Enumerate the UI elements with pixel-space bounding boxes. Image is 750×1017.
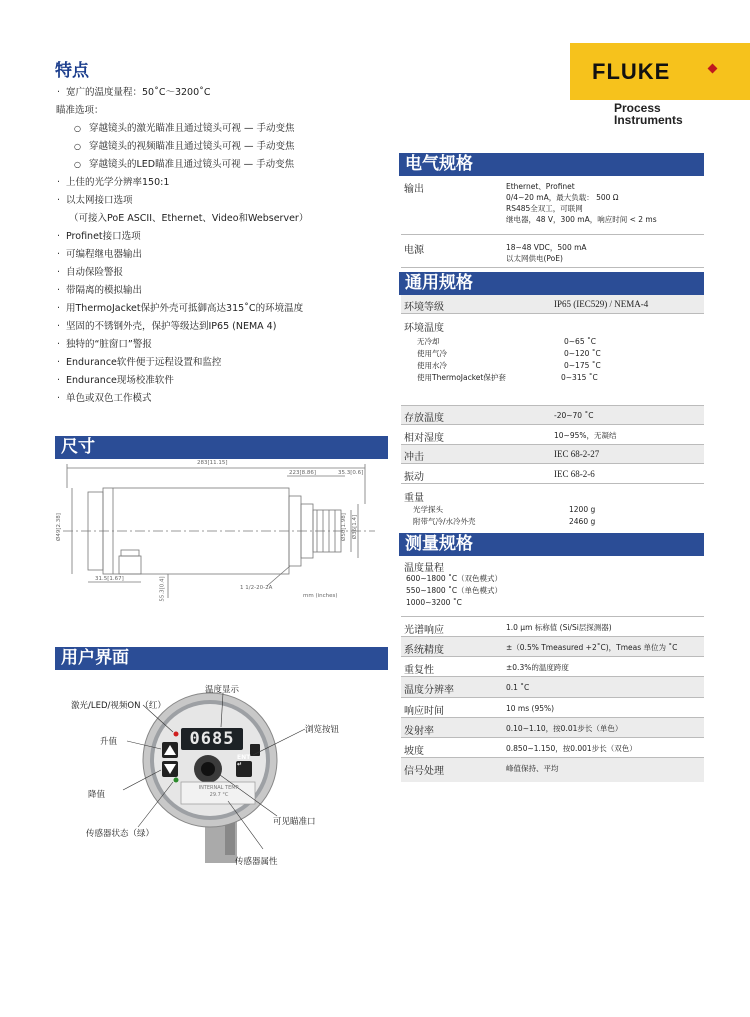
measure-value: 0.1 ˚C [506,683,530,692]
env-temp-values [561,336,601,384]
dim-unit: mm (inches) [303,593,338,599]
dim-thread: 1 1/2-20-2A [240,585,273,591]
env-temp-name: 使用气冷 [417,349,447,358]
measure-value: ±（0.5% Tmeasured +2˚C)，Tmeas 单位为 ˚C [506,643,678,652]
humidity-row [401,425,704,445]
measure-table [401,557,704,782]
power-line: 18~48 VDC，500 mA [506,243,587,252]
callout-up: 升值 [100,737,118,747]
dim-left-length: 31.5[1.67] [95,576,124,582]
callout-temp-display: 温度显示 [205,685,240,695]
env-temp-value: 0~65 ˚C [564,337,596,346]
logo-brand: FLUKE [592,59,671,84]
measure-value: 峰值保持、平均 [506,764,559,773]
measure-row [401,677,704,698]
storage-label: 存放温度 [404,413,444,424]
env-temp-names [417,336,506,384]
feature-item: 瞄准选项： [56,105,104,116]
callout-attr: 传感器属性 [235,857,278,867]
internal-temp-value: 29.7 °C [209,792,229,798]
measure-title: 测量规格 [399,533,704,556]
output-line: 0/4~20 mA，最大负载： 500 Ω [506,193,619,202]
measure-value: 0.10~1.10，按0.01步长（单色） [506,724,623,733]
feature-item: · 带隔离的模拟输出 [57,282,392,300]
humidity-label: 相对湿度 [404,433,444,444]
dim-bottom: 55.3[0.4] [159,576,166,602]
feature-item: · 可编程继电器输出 [57,246,392,264]
logo-sub2: Instruments [614,113,683,127]
measure-label: 发射率 [404,726,434,737]
env-temp-value: 0~175 ˚C [564,361,601,370]
measure-label: 重复性 [404,665,434,676]
feature-item: · 坚固的不锈钢外壳，保护等级达到IP65 (NEMA 4) [57,318,392,336]
callout-laser: 激光/LED/视频ON（红） [71,701,166,711]
ui-figure [55,675,390,875]
measure-row [401,738,704,758]
shock-row [401,445,704,464]
dim-rear: 35.3[0.6] [338,470,364,476]
humidity-value: 10~95%，无凝结 [554,431,617,440]
range-line: 550~1800 ˚C（单色模式） [406,586,503,595]
env-rating-label: 环境等级 [404,302,444,313]
features-list [57,84,392,408]
range-line: 1000~3200 ˚C [406,598,462,607]
measure-label: 信号处理 [404,766,444,777]
dim-diameter-right1: Ø50[1.98] [340,513,347,541]
range-line: 600~1800 ˚C（双色模式） [406,574,503,583]
output-values [506,181,657,225]
logo-subtitle [614,102,683,126]
measure-rows [401,617,704,782]
feature-item: · Profinet接口选项 [57,228,392,246]
weight-value: 2460 g [569,517,596,526]
vibration-value: IEC 68-2-6 [554,469,595,479]
measure-row [401,657,704,677]
vibration-label: 振动 [404,472,424,483]
feature-item: · Endurance现场校准软件 [57,372,392,390]
callout-status: 传感器状态（绿） [86,829,155,839]
measure-label: 光谱响应 [404,625,444,636]
callout-sight: 可见瞄准口 [273,817,316,827]
weight-name: 光学探头 [413,505,443,514]
sensor-label-plate [183,785,255,799]
measure-row [401,637,704,657]
measure-label: 温度分辨率 [404,685,454,696]
electrical-table [401,177,704,268]
dim-overall: 283[11.15] [197,460,228,466]
general-title: 通用规格 [399,272,704,295]
env-rating-row [401,295,704,314]
feature-item: ○ 穿越镜头的激光瞄准且通过镜头可视 — 手动变焦 [57,120,392,138]
output-label: 输出 [404,184,424,195]
feature-item: （可接入PoE ASCII、Ethernet、Video和Webserver） [69,213,309,224]
feature-item: · 宽广的温度量程：50˚C～3200˚C [57,84,392,102]
feature-item: · 独特的“脏窗口”警报 [57,336,392,354]
dim-diameter-left: Ø49[2.38] [55,513,62,541]
feature-item: · 自动保险警报 [57,264,392,282]
measure-value: ±0.3%的温度跨度 [506,663,569,672]
measure-value: 10 ms (95%) [506,704,555,713]
weight-values [569,504,595,528]
power-values [506,242,587,264]
callout-browse: 浏览按钮 [305,725,340,735]
measure-value: 0.850~1.150，按0.001步长（双色） [506,744,637,753]
dim-diameter-right2: Ø36[1.4] [352,514,359,540]
shock-value: IEC 68-2-27 [554,449,600,459]
general-table [401,295,704,532]
weight-names [413,504,476,528]
dimensions-title: 尺寸 [55,436,388,459]
measure-value: 1.0 μm 标称值 (Si/Si层探测器) [506,623,612,632]
features-title: 特点 [55,61,89,81]
weight-name: 附带气冷/水冷外壳 [413,517,476,526]
env-temp-label: 环境温度 [404,323,444,334]
measure-row [401,698,704,718]
env-temp-name: 无冷却 [417,337,440,346]
weight-row [401,484,704,532]
feature-item: · 用ThermoJacket保护外壳可抵御高达315˚C的环境温度 [57,300,392,318]
fluke-logo [570,43,750,100]
power-line: 以太网供电(PoE) [506,254,563,263]
logo-mark-icon [708,64,718,74]
env-rating-value: IP65 (IEC529) / NEMA-4 [554,299,649,309]
measure-row [401,718,704,738]
measure-row [401,758,704,782]
measure-label: 系统精度 [404,645,444,656]
env-temp-value: 0~315 ˚C [561,373,598,382]
temperature-display: 0685 [181,728,243,750]
storage-row [401,406,704,425]
shock-label: 冲击 [404,452,424,463]
env-temp-value: 0~120 ˚C [564,349,601,358]
power-row [401,235,704,268]
measure-row [401,617,704,637]
output-row [401,177,704,235]
enter-button-icon: ENT ↵ [237,754,251,768]
dimension-drawing [55,458,390,608]
feature-item: · 以太网接口选项 [57,192,392,210]
range-label: 温度量程 [404,563,444,574]
output-line: 继电器，48 V，300 mA，响应时间 < 2 ms [506,215,657,224]
feature-item: · Endurance软件便于远程设置和监控 [57,354,392,372]
weight-label: 重量 [404,493,424,504]
internal-temp-label: INTERNAL TEMP. [198,785,240,791]
measure-label: 坡度 [404,746,424,757]
dim-front: 223[8.86] [289,470,317,476]
vibration-row [401,464,704,484]
weight-value: 1200 g [569,505,596,514]
env-temp-row [401,314,704,406]
env-temp-name: 使用ThermoJacket保护套 [417,373,506,382]
range-values [406,573,502,609]
feature-item: · 上佳的光学分辨率150:1 [57,174,392,192]
env-temp-name: 使用水冷 [417,361,447,370]
storage-value: -20~70 ˚C [554,411,594,420]
logo-sub1: Process [614,101,661,115]
ui-title: 用户界面 [55,647,388,670]
feature-item: · 单色或双色工作模式 [57,390,392,408]
range-row [401,557,704,617]
output-line: RS485全双工，可联网 [506,204,583,213]
measure-label: 响应时间 [404,706,444,717]
electrical-title: 电气规格 [399,153,704,176]
feature-item: ○ 穿越镜头的视频瞄准且通过镜头可视 — 手动变焦 [57,138,392,156]
callout-down: 降值 [88,790,106,800]
output-line: Ethernet、Profinet [506,182,575,191]
feature-item: ○ 穿越镜头的LED瞄准且通过镜头可视 — 手动变焦 [57,156,392,174]
sensor-outline-drawing [55,458,390,608]
power-label: 电源 [404,245,424,256]
